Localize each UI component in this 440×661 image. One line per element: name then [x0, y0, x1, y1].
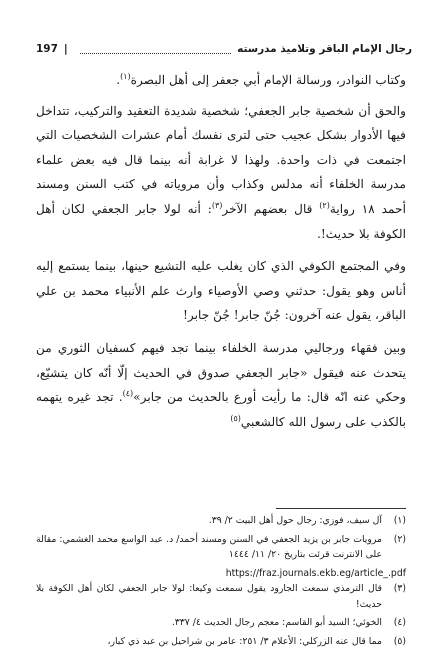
paragraph-text: . تجد غيره يتهمه بالكذب على رسول الله كالشعبي — [36, 390, 406, 429]
paragraph — [36, 99, 406, 247]
running-header — [36, 40, 412, 58]
paragraph-text: وفي المجتمع الكوفي الذي كان يغلب عليه التشيع حينها، بينما يستمع إليه أناس وهو يقول: حدثني وصي الأوصياء وارث علم الأنبياء محمد بن علي الباقر، يقول عنه آخرون: جُنّ جابر! جُنّ جابر! — [36, 259, 406, 323]
paragraph-text: قال بعضهم الآخر — [222, 201, 320, 216]
footnote — [36, 634, 406, 650]
paragraph-text: . — [116, 73, 121, 87]
footnote — [36, 513, 406, 529]
paragraph — [36, 336, 406, 434]
footnote-link[interactable]: https://fraz.journals.ekb.eg/article_.pdf — [225, 567, 406, 579]
paragraph-text: وبين فقهاء ورجاليي مدرسة الخلفاء بينما تجد فيهم كسفيان الثوري من يتحدث عنه فيقول «جابر الجعفي صدوق في الحديث إلّا أنّه كان يتشيّع، وحكي عنه انّه قال: ما رأيت أورع بالحديث من جابر» — [36, 340, 406, 405]
footnote-ref[interactable]: (٤) — [122, 389, 134, 399]
footnote-text: الخوئي؛ السيد أبو القاسم: معجم رجال الحديث ٤/ ٣٣٧. — [171, 617, 382, 628]
footnote-ref[interactable]: (١) — [120, 71, 131, 81]
paragraph-text: وكتاب النوادر، ورسالة الإمام أبي جعفر إلى أهل البصرة — [130, 73, 406, 87]
footnote-ref[interactable]: (٣) — [211, 200, 223, 210]
footnote — [36, 581, 406, 612]
paragraph-text: والحق أن شخصية جابر الجعفي؛ شخصية شديدة التعقيد والتركيب، تتداخل فيها الأدوار بشكل عجيب حتى لترى نفسك أمام عشرات الشخصيات التي اجتمعت في ذات واحدة. ولهذا لا غرابة أنه بينما قال فيه بعض علماء مدرسة الخلفاء أنه مدلس وكذاب وأن مروياته في كتب السنن ومسند أحمد ١٨ رواية — [36, 103, 406, 216]
footnote-text: آل سيف، فوزي: رجال حول أهل البيت ٢/ ٣٩. — [208, 515, 382, 526]
footnote-number: (١) — [393, 515, 406, 526]
header-separator: | — [63, 43, 68, 55]
paragraph — [36, 68, 406, 93]
footnote-text: قال الترمذي سمعت الجارود يقول سمعت وكيعا: لولا جابر الجعفي لكان أهل الكوفة بلا حديث! — [36, 583, 382, 610]
footnote-text: مرويات جابر بن يزيد الجعفي في السنن ومسند أحمد/ د. عبد الواسع محمد الغشمي: مقالة على الانترنت قرئت بتاريخ ٢٠/ ١١/ ١٤٤٤ — [36, 533, 382, 560]
footnotes — [36, 513, 406, 652]
footnote-ref[interactable]: (٥) — [230, 413, 241, 423]
footnote — [36, 615, 406, 631]
footnote — [36, 532, 406, 563]
footnote-text: مما قال عنه الزركلي: الأعلام ٣/ ٢٥١: عامر بن شراحيل بن عبد ذي كبار، — [107, 635, 382, 647]
running-title: رجال الإمام الباقر وتلاميذ مدرسته — [237, 43, 412, 55]
footnote-ref[interactable]: (٢) — [319, 200, 330, 210]
header-dotted-leader — [80, 44, 231, 54]
page-number: 197 — [36, 43, 58, 55]
footnote-number: (٣) — [393, 583, 406, 594]
footnote-number: (٤) — [393, 617, 406, 628]
main-text — [36, 68, 406, 442]
footnote-number: (٢) — [393, 533, 406, 545]
footnote-divider — [276, 508, 406, 509]
footnote-number: (٥) — [393, 635, 406, 647]
paragraph — [36, 254, 406, 328]
paragraph-text: : أنه لولا جابر الجعفي لكان أهل الكوفة بلا حديث!. — [36, 201, 406, 241]
